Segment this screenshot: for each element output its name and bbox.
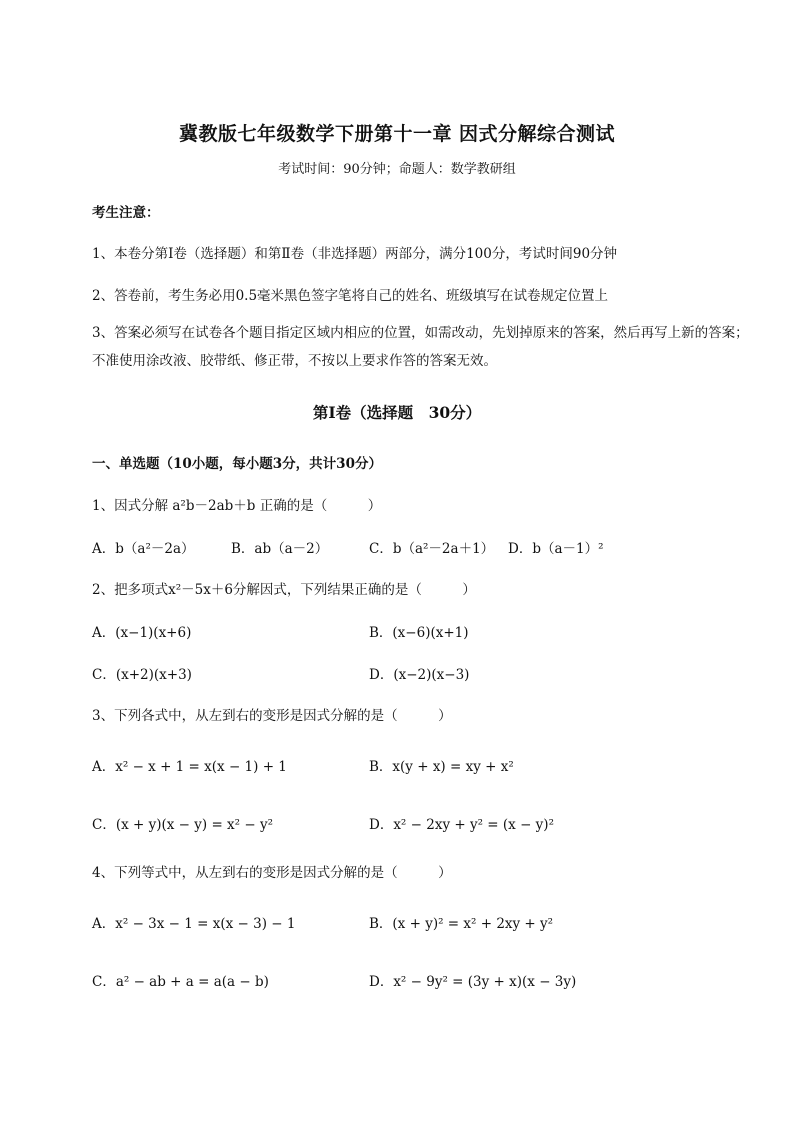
question-4-option-a[interactable]: A．x² − 3x − 1 = x(x − 3) − 1 (92, 916, 296, 932)
note-item-1: 1、本卷分第I卷（选择题）和第Ⅱ卷（非选择题）两部分，满分100分，考试时间90分钟 (92, 246, 618, 262)
section-title: 第I卷（选择题 30分） (312, 403, 482, 422)
question-2-option-a[interactable]: A．(x−1)(x+6) (92, 625, 192, 641)
question-1-option-b[interactable]: B．ab（a－2） (231, 541, 329, 557)
question-3-option-d[interactable]: D．x² − 2xy + y² = (x − y)² (369, 817, 554, 833)
question-1-stem: 1、因式分解 a²b－2ab＋b 正确的是（ ） (92, 498, 382, 514)
part-title: 一、单选题（10小题，每小题3分，共计30分） (92, 456, 382, 472)
question-1-option-a[interactable]: A．b（a²－2a） (92, 541, 195, 557)
note-item-2: 2、答卷前，考生务必用0.5毫米黑色签字笔将自己的姓名、班级填写在试卷规定位置上 (92, 288, 609, 304)
question-1-option-c[interactable]: C．b（a²－2a＋1） (369, 541, 495, 557)
exam-subtitle: 考试时间：90分钟；命题人：数学教研组 (278, 162, 516, 177)
question-2-option-b[interactable]: B．(x−6)(x+1) (369, 625, 469, 641)
question-2-stem: 2、把多项式x²－5x＋6分解因式，下列结果正确的是（ ） (92, 582, 476, 598)
question-3-option-b[interactable]: B．x(y + x) = xy + x² (369, 759, 514, 775)
note-item-3: 3、答案必须写在试卷各个题目指定区域内相应的位置，如需改动，先划掉原来的答案，然后再写上新的答案；不准使用涂改液、胶带纸、修正带，不按以上要求作答的答案无效。 (92, 325, 749, 369)
page-title: 冀教版七年级数学下册第十一章 因式分解综合测试 (178, 123, 616, 145)
question-2-option-d[interactable]: D．(x−2)(x−3) (369, 667, 470, 683)
question-4-stem: 4、下列等式中，从左到右的变形是因式分解的是（ ） (92, 865, 452, 881)
question-2-option-c[interactable]: C．(x+2)(x+3) (92, 667, 192, 683)
question-4-option-c[interactable]: C．a² − ab + a = a(a − b) (92, 974, 269, 990)
question-4-option-d[interactable]: D．x² − 9y² = (3y + x)(x − 3y) (369, 974, 577, 990)
question-3-stem: 3、下列各式中，从左到右的变形是因式分解的是（ ） (92, 708, 452, 724)
question-4-option-b[interactable]: B．(x + y)² = x² + 2xy + y² (369, 916, 554, 932)
question-3-option-c[interactable]: C．(x + y)(x − y) = x² − y² (92, 817, 274, 833)
question-1-option-d[interactable]: D．b（a－1）² (508, 541, 604, 557)
notes-heading: 考生注意： (92, 205, 160, 221)
question-3-option-a[interactable]: A．x² − x + 1 = x(x − 1) + 1 (92, 759, 287, 775)
